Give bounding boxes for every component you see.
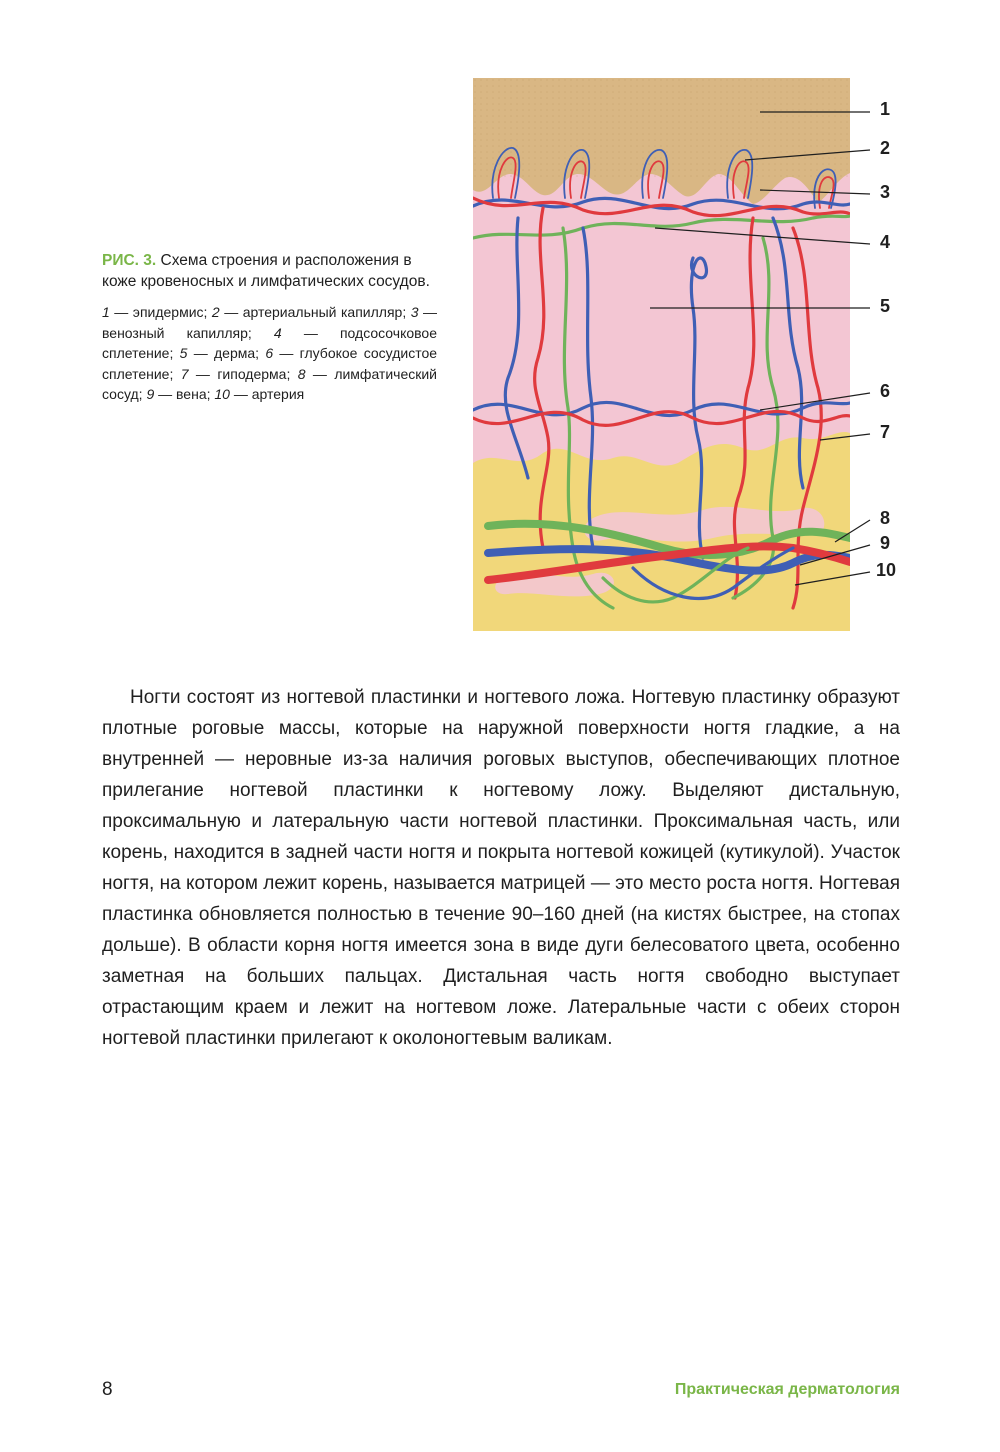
callout-6: 6	[880, 381, 891, 401]
skin-vessels-illustration	[473, 78, 850, 631]
skin-diagram-svg	[473, 78, 850, 631]
legend-num: 10	[214, 386, 230, 402]
legend-text: подсосочковое сплетение	[102, 324, 437, 361]
caption-title	[102, 250, 437, 292]
legend-num: 4	[273, 324, 282, 341]
legend-text: лимфатический сосуд	[102, 365, 438, 402]
callout-9: 9	[880, 533, 891, 553]
callout-8: 8	[880, 508, 891, 528]
callout-4: 4	[880, 232, 891, 252]
legend-text: глубокое сосудистое сплетение	[102, 345, 438, 382]
legend-num: 5	[179, 345, 188, 361]
callout-3: 3	[880, 182, 891, 202]
legend-num: 9	[146, 386, 155, 402]
figure-title: Схема строения и расположения в коже кровеносных и лимфатических сосудов.	[102, 252, 430, 290]
legend-text: дерма	[213, 345, 256, 361]
legend-num: 8	[297, 365, 306, 382]
legend-text: вена	[176, 386, 207, 402]
legend-num: 3	[410, 304, 419, 320]
callout-7: 7	[880, 422, 891, 442]
callout-5: 5	[880, 296, 891, 316]
page-number: 8	[102, 1379, 113, 1400]
callout-1: 1	[880, 99, 891, 119]
callout-10: 10	[876, 560, 897, 580]
caption-legend: 1 — эпидермис; 2 — артериальный капилляр; 3 — венозный капилляр; 4 — подсосочковое сплетение; 5 — дерма; 6 — глубокое сосудистое сплетение; 7 — гиподерма; 8 — лимфатический сосуд; 9 — вена; 10 — артерия	[102, 304, 438, 402]
legend-text: венозный капилляр	[102, 324, 248, 341]
legend-num: 6	[265, 345, 274, 361]
legend-text: артерия	[251, 386, 305, 402]
legend-num: 1	[102, 304, 110, 320]
legend-num: 2	[211, 304, 220, 320]
running-footer-title: Практическая дерматология	[674, 1381, 900, 1398]
legend-text: артериальный капилляр	[242, 304, 403, 320]
legend-num: 7	[180, 365, 189, 382]
legend-text: эпидермис	[132, 304, 204, 320]
figure-label: РИС. 3.	[102, 252, 157, 269]
body-paragraph: Ногти состоят из ногтевой пластинки и ногтевого ложа. Ногтевую пластинку образуют плотные роговые массы, которые на наружной поверхности ногтя гладкие, а на внутренней — неровные из-за наличия роговых выступов, обеспечивающих плотное прилегание ногтевой пластинки к ногтевому ложу. Выделяют дистальную, проксимальную и латеральную части ногтевой пластинки. Проксимальная часть, или корень, находится в задней части ногтя и покрыта ногтевой кожицей (кутикулой). Участок ногтя, на котором лежит корень, называется матрицей — это место роста ногтя. Ногтевая пластинка обновляется полностью в течение 90–160 дней (на кистях быстрее, на стопах дольше). В области корня ногтя имеется зона в виде дуги белесоватого цвета, особенно заметная на больших пальцах. Дистальная часть ногтя свободно выступает отрастающим краем и лежит на ногтевом ложе. Латеральные части с обеих сторон ногтевой пластинки прилегают к околоногтевым валикам.	[102, 687, 900, 1049]
legend-text: гиподерма	[217, 365, 287, 382]
body-text	[102, 682, 900, 1054]
figure-caption	[102, 250, 437, 405]
callout-2: 2	[880, 138, 891, 158]
